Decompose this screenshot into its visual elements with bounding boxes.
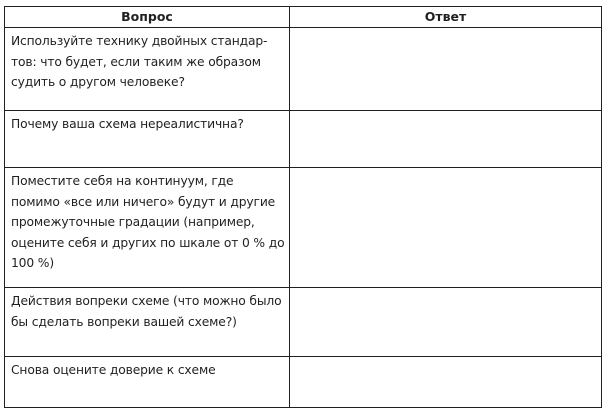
answer-cell[interactable]	[290, 111, 602, 168]
table-row	[5, 111, 602, 168]
answer-text	[290, 168, 601, 171]
answer-text	[290, 28, 601, 31]
question-text: Действия вопреки схеме (что можно было бы сделать вопреки вашей схеме?)	[11, 294, 282, 329]
answer-text	[290, 288, 601, 291]
question-cell	[5, 111, 290, 168]
question-cell	[5, 288, 290, 357]
table-row	[5, 28, 602, 111]
answer-cell[interactable]	[290, 168, 602, 288]
answer-cell[interactable]	[290, 357, 602, 408]
table-row	[5, 168, 602, 288]
answer-cell[interactable]	[290, 28, 602, 111]
question-text: Почему ваша схема нереалистична?	[11, 117, 244, 131]
table-row	[5, 288, 602, 357]
answer-cell[interactable]	[290, 288, 602, 357]
column-header-question: Вопрос	[5, 7, 290, 28]
answer-text	[290, 111, 601, 114]
table-row	[5, 357, 602, 408]
answer-text	[290, 357, 601, 360]
header-row	[5, 7, 602, 28]
question-text: Снова оцените доверие к схеме	[11, 363, 216, 377]
question-cell	[5, 168, 290, 288]
question-cell	[5, 357, 290, 408]
column-header-answer: Ответ	[290, 7, 602, 28]
question-cell	[5, 28, 290, 111]
question-text: Используйте технику двойных стандар-тов: что будет, если таким же образом судить о другом человеке?	[11, 34, 268, 89]
question-text: Поместите себя на континуум, где помимо «все или ничего» будут и другие промежуточные градации (например, оцените себя и других по шкале от 0 % до 100 %)	[11, 174, 285, 270]
worksheet-table	[4, 6, 602, 408]
